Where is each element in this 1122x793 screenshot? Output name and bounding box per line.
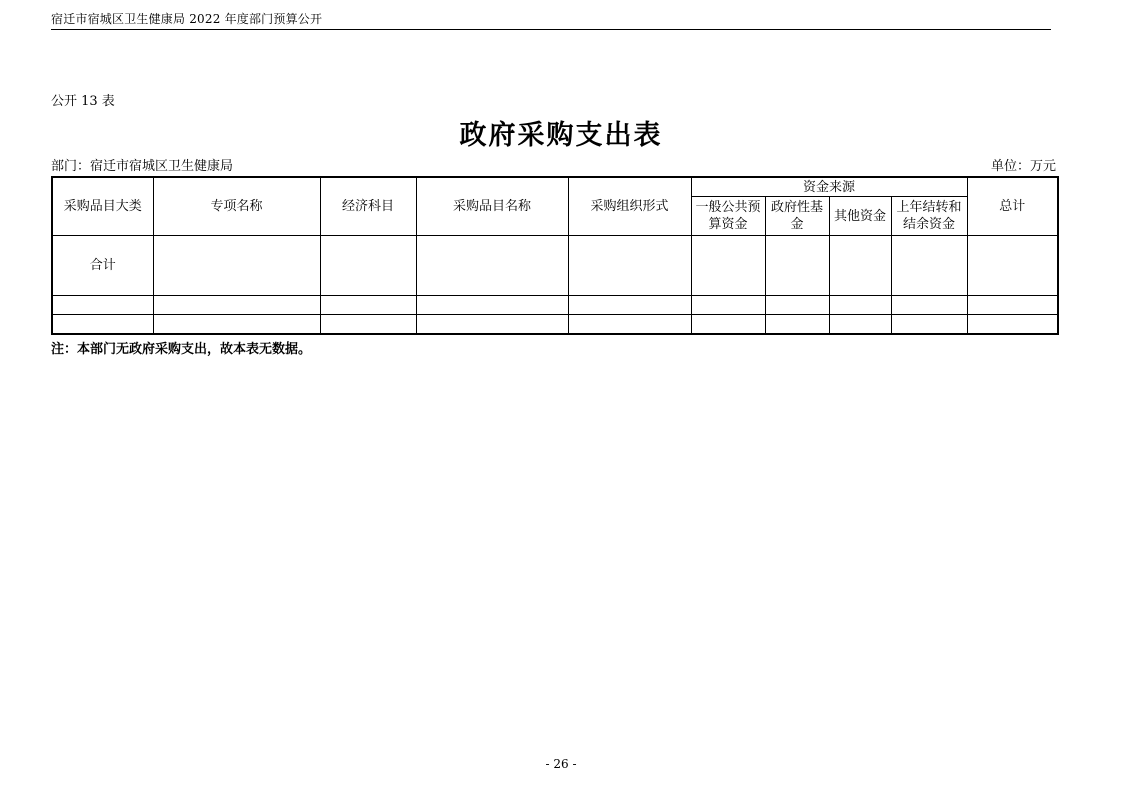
table-cell [320, 315, 416, 335]
header-rule [51, 29, 1051, 30]
table-cell [691, 296, 765, 315]
header-fund-source: 资金来源 [691, 177, 967, 197]
header-econ: 经济科目 [320, 177, 416, 236]
header-item-name: 采购品目名称 [416, 177, 568, 236]
table-cell [891, 315, 967, 335]
table-cell [153, 236, 320, 296]
table-cell [320, 296, 416, 315]
header-org-form: 采购组织形式 [568, 177, 691, 236]
table-cell [829, 236, 891, 296]
table-cell [416, 236, 568, 296]
table-number: 公开 13 表 [51, 94, 115, 109]
table-cell [691, 315, 765, 335]
page-number: - 26 - [545, 757, 577, 771]
table-cell [153, 296, 320, 315]
header-project: 专项名称 [153, 177, 320, 236]
header-fund-carryover: 上年结转和结余资金 [891, 197, 967, 236]
table-cell [52, 315, 153, 335]
header-total: 总计 [967, 177, 1058, 236]
table-cell [416, 315, 568, 335]
table-cell [153, 315, 320, 335]
header-fund-other: 其他资金 [829, 197, 891, 236]
table-row [52, 296, 1058, 315]
table-row [52, 315, 1058, 335]
total-label-cell: 合计 [52, 236, 153, 296]
table-cell [416, 296, 568, 315]
table-cell [568, 236, 691, 296]
table-cell [568, 315, 691, 335]
table-cell [52, 296, 153, 315]
page-title: 政府采购支出表 [459, 120, 663, 151]
table-cell [967, 236, 1058, 296]
procurement-table [51, 176, 1059, 335]
header-category: 采购品目大类 [52, 177, 153, 236]
running-header: 宿迁市宿城区卫生健康局 2022 年度部门预算公开 [51, 12, 323, 26]
table-cell [967, 315, 1058, 335]
department-label: 部门：宿迁市宿城区卫生健康局 [51, 159, 234, 174]
table-cell [320, 236, 416, 296]
header-fund-general: 一般公共预算资金 [691, 197, 765, 236]
table-note: 注：本部门无政府采购支出，故本表无数据。 [51, 342, 312, 357]
header-fund-gov: 政府性基金 [765, 197, 829, 236]
unit-label: 单位：万元 [990, 159, 1056, 174]
table-cell [891, 236, 967, 296]
table-cell [691, 236, 765, 296]
table-cell [765, 296, 829, 315]
table-cell [829, 296, 891, 315]
table-row-total [52, 236, 1058, 296]
table-cell [765, 315, 829, 335]
table-cell [967, 296, 1058, 315]
table-cell [568, 296, 691, 315]
table-cell [891, 296, 967, 315]
table-cell [765, 236, 829, 296]
table-cell [829, 315, 891, 335]
